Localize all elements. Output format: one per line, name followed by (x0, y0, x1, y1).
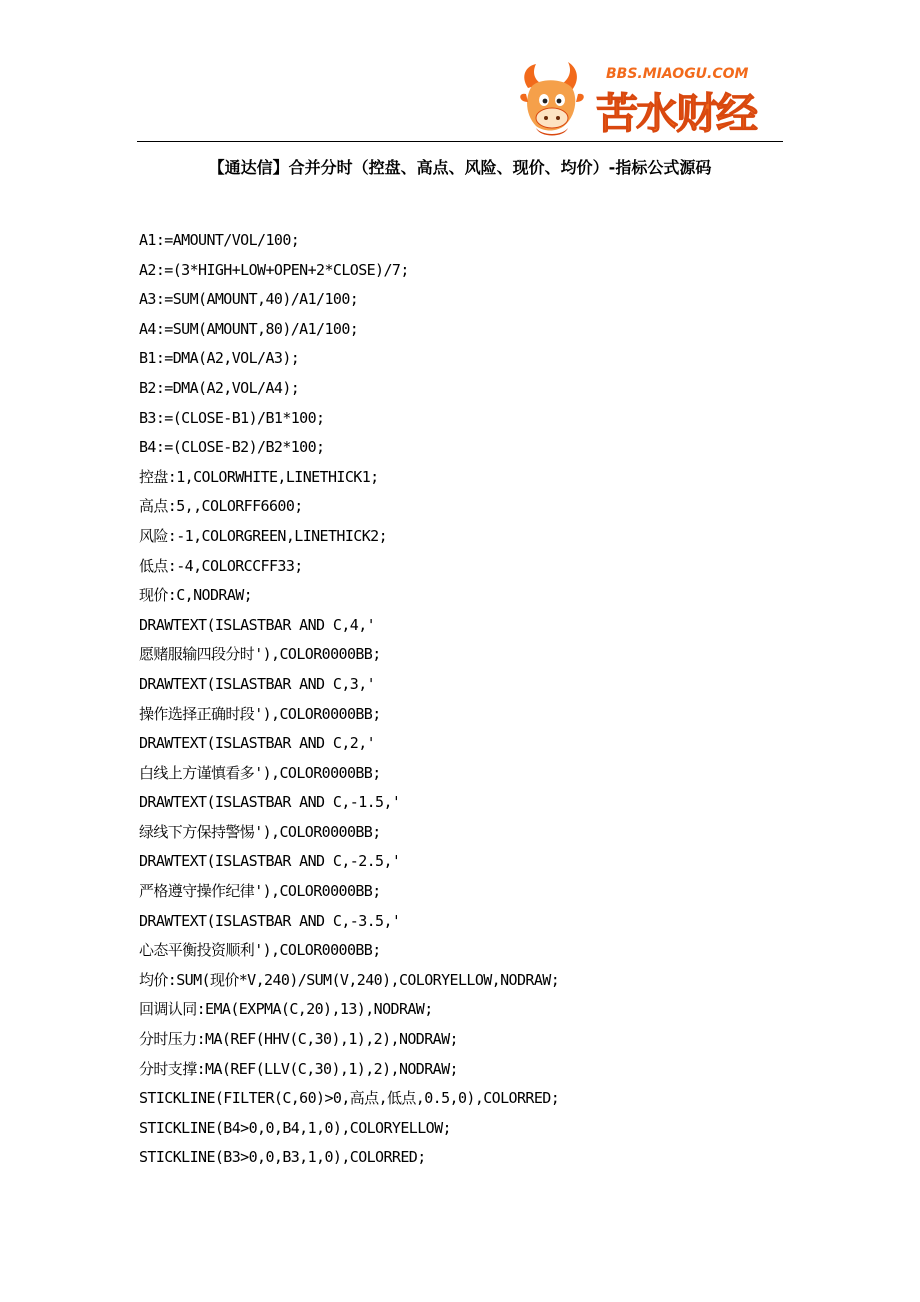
code-line: 均价:SUM(现价*V,240)/SUM(V,240),COLORYELLOW,NODRAW; (139, 970, 560, 989)
code-line: 分时压力:MA(REF(HHV(C,30),1),2),NODRAW; (139, 1030, 458, 1049)
cow-mascot-icon (518, 62, 768, 140)
logo-brand-text: 苦水财经 (596, 89, 757, 138)
code-line: STICKLINE(FILTER(C,60)>0,高点,低点,0.5,0),COLORRED; (139, 1089, 560, 1108)
code-line: 绿线下方保持警惕'),COLOR0000BB; (139, 822, 381, 841)
code-line: B1:=DMA(A2,VOL/A3); (139, 349, 300, 368)
document-title: 【通达信】合并分时（控盘、高点、风险、现价、均价）-指标公式源码 (208, 158, 712, 177)
code-line: STICKLINE(B3>0,0,B3,1,0),COLORRED; (139, 1148, 426, 1167)
code-line: 控盘:1,COLORWHITE,LINETHICK1; (139, 467, 379, 486)
formula-source-code (139, 226, 799, 1173)
code-line: 愿赌服输四段分时'),COLOR0000BB; (139, 645, 381, 664)
code-line: 低点:-4,COLORCCFF33; (139, 556, 303, 575)
code-line: 操作选择正确时段'),COLOR0000BB; (139, 704, 381, 723)
code-line: 风险:-1,COLORGREEN,LINETHICK2; (139, 526, 388, 545)
code-line: 现价:C,NODRAW; (139, 586, 253, 605)
code-line: A1:=AMOUNT/VOL/100; (139, 231, 300, 249)
code-line: B3:=(CLOSE-B1)/B1*100; (139, 408, 325, 427)
code-line: DRAWTEXT(ISLASTBAR AND C,-1.5,' (139, 793, 401, 812)
code-line: A4:=SUM(AMOUNT,80)/A1/100; (139, 319, 359, 338)
code-line: B2:=DMA(A2,VOL/A4); (139, 378, 300, 397)
code-line: B4:=(CLOSE-B2)/B2*100; (139, 438, 325, 457)
code-line: 白线上方谨慎看多'),COLOR0000BB; (139, 763, 381, 782)
code-line: 回调认同:EMA(EXPMA(C,20),13),NODRAW; (139, 1000, 433, 1019)
code-line: A2:=(3*HIGH+LOW+OPEN+2*CLOSE)/7; (139, 260, 409, 279)
code-line: 心态平衡投资顺利'),COLOR0000BB; (139, 941, 381, 960)
code-line: STICKLINE(B4>0,0,B4,1,0),COLORYELLOW; (139, 1118, 451, 1137)
code-line: DRAWTEXT(ISLASTBAR AND C,-3.5,' (139, 911, 401, 930)
logo-url-text: BBS.MIAOGU.COM (606, 66, 749, 82)
code-line: 分时支撑:MA(REF(LLV(C,30),1),2),NODRAW; (139, 1059, 458, 1078)
code-line: DRAWTEXT(ISLASTBAR AND C,2,' (139, 734, 376, 753)
code-line: A3:=SUM(AMOUNT,40)/A1/100; (139, 290, 359, 309)
code-line: 严格遵守操作纪律'),COLOR0000BB; (139, 882, 381, 901)
code-line: 高点:5,,COLORFF6600; (139, 497, 303, 516)
site-logo[interactable] (518, 62, 768, 140)
header-divider (137, 141, 783, 142)
code-line: DRAWTEXT(ISLASTBAR AND C,4,' (139, 615, 376, 634)
code-line: DRAWTEXT(ISLASTBAR AND C,3,' (139, 674, 376, 693)
page-header (0, 0, 920, 145)
code-line: DRAWTEXT(ISLASTBAR AND C,-2.5,' (139, 852, 401, 871)
